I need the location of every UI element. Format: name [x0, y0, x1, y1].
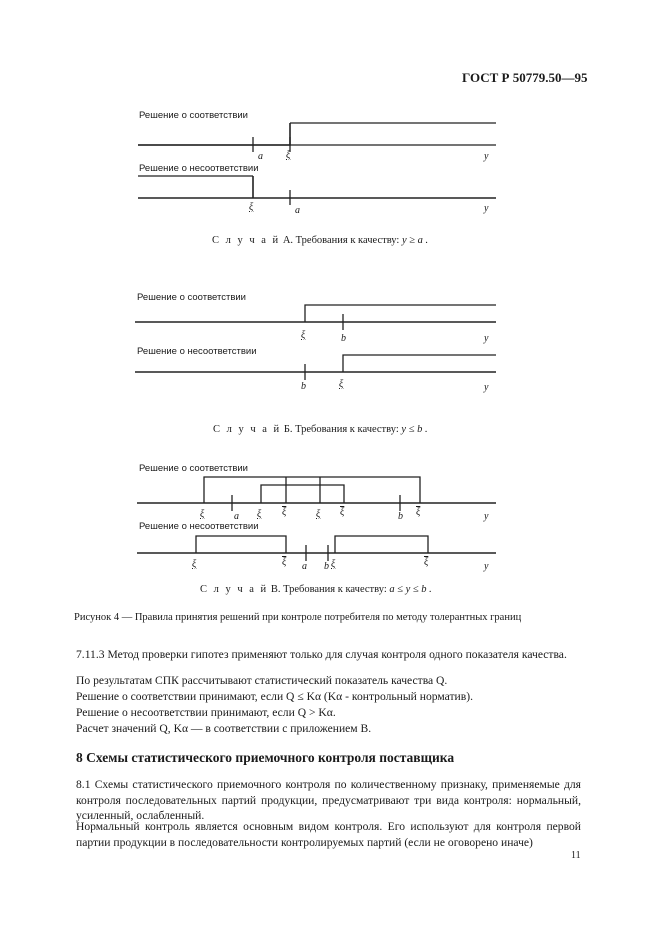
case-b-nonconform-label: Решение о несоответствии [137, 346, 257, 357]
case-c-conform-label: Решение о соответствии [139, 463, 248, 474]
case-a-xi-mark-2: ξ [249, 202, 254, 213]
case-c-y-axis-label: y [484, 511, 489, 522]
case-a-y-axis-label: y [484, 151, 489, 162]
case-c-b-mark-2: b [324, 561, 329, 572]
case-c-xi-4: ξ [316, 509, 321, 520]
case-c-caption: С л у ч а й В. Требования к качеству: a ≤ y ≤ b . [200, 584, 432, 595]
case-c-xi-8: $\overline{\xi}$ [282, 557, 287, 568]
case-c-xi-7: ξ [192, 559, 197, 570]
case-b-xi-mark-2: ξ [339, 379, 344, 390]
case-b-y-axis-label-2: y [484, 382, 489, 393]
case-c-y-axis-label-2: y [484, 561, 489, 572]
case-b-b-mark-2: b [301, 381, 306, 392]
paragraph-7-11-3: 7.11.3 Метод проверки гипотез применяют только для случая контроля одного показателя качества. [76, 648, 567, 661]
paragraph-conform-rule: Решение о соответствии принимают, если Q ≤ Kα (Kα - контрольный норматив). [76, 690, 473, 703]
case-b-diagram [135, 305, 496, 380]
case-b-xi-mark: ξ [301, 330, 306, 341]
case-c-nonconform-label: Решение о несоответствии [139, 521, 259, 532]
case-c-a-mark: a [234, 511, 239, 522]
case-c-xi-3: $\overline{\xi}$ [282, 507, 287, 518]
case-c-xi-9: ξ [331, 559, 336, 570]
case-b-caption: С л у ч а й Б. Требования к качеству: y ≤ b . [213, 424, 428, 435]
case-a-conform-label: Решение о соответствии [139, 110, 248, 121]
case-c-xi-1: ξ [200, 509, 205, 520]
case-c-xi-5: $\overline{\xi}$ [340, 507, 345, 518]
case-b-b-mark: b [341, 333, 346, 344]
case-a-y-axis-label-2: y [484, 203, 489, 214]
case-c-xi-6: $\overline{\xi}$ [416, 507, 421, 518]
case-c-xi-2: ξ [257, 509, 262, 520]
paragraph-calculation: Расчет значений Q, Kα — в соответствии с приложением В. [76, 722, 372, 735]
case-b-y-axis-label: y [484, 333, 489, 344]
figure-caption: Рисунок 4 — Правила принятия решений при контроле потребителя по методу толерантных границ [74, 612, 522, 623]
paragraph-8-1: 8.1 Схемы статистического приемочного контроля по количественному признаку, применяемые для контроля последовательных партий продукции, предусматривают три вида контроля: нормальный, усиленный, ослабленный. [76, 778, 581, 822]
paragraph-normal-control: Нормальный контроль является основным видом контроля. Его используют для контроля первой партии продукции в последовательности контролируемых партий (если не оговорено иначе) [76, 820, 581, 849]
case-c-a-mark-2: a [302, 561, 307, 572]
paragraph-statistic: По результатам СПК рассчитывают статистический показатель качества Q. [76, 674, 448, 687]
case-a-caption: С л у ч а й А. Требования к качеству: y ≥ a . [212, 235, 429, 246]
case-c-xi-10: $\overline{\xi}$ [424, 557, 429, 568]
case-a-xi-mark: ξ [286, 150, 291, 161]
paragraph-nonconform-rule: Решение о несоответствии принимают, если Q > Kα. [76, 706, 336, 719]
page-number: 11 [571, 850, 581, 861]
case-b-conform-label: Решение о соответствии [137, 292, 246, 303]
section-8-title: 8 Схемы статистического приемочного контроля поставщика [76, 750, 455, 765]
document-header: ГОСТ Р 50779.50—95 [462, 70, 588, 85]
case-a-a-mark-2: a [295, 205, 300, 216]
case-c-b-mark: b [398, 511, 403, 522]
case-a-a-mark: a [258, 151, 263, 162]
case-a-nonconform-label: Решение о несоответствии [139, 163, 259, 174]
